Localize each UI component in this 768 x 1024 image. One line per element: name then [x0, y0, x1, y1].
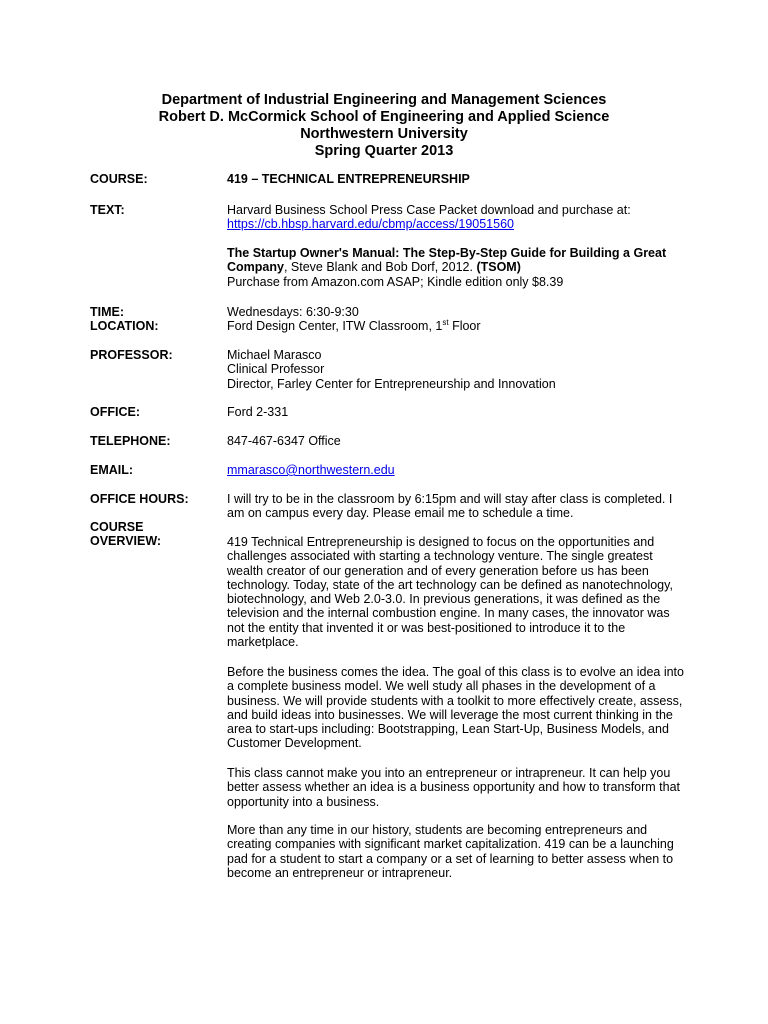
overview-paragraph: More than any time in our history, students are becoming entrepreneurs and creating companies with significant market capitalization. 419 can be a launching pad for a student to start a company or a set of learning to better assess when to become an entrepreneur or intrapreneur. [227, 823, 674, 880]
case-packet-link[interactable]: https://cb.hbsp.harvard.edu/cbmp/access/19051560 [227, 217, 514, 232]
book-title-cont: Company [227, 260, 284, 275]
location-label: LOCATION: [90, 319, 159, 333]
overview-label: COURSE OVERVIEW: [90, 520, 162, 549]
header-school: Robert D. McCormick School of Engineering and Applied Science [158, 109, 610, 125]
office-value: Ford 2-331 [227, 405, 289, 419]
course-label: COURSE: [90, 172, 148, 186]
professor-role: Director, Farley Center for Entrepreneurship and Innovation [227, 376, 556, 391]
professor-label: PROFESSOR: [90, 348, 173, 362]
time-label: TIME: [90, 305, 125, 319]
telephone-value: 847-467-6347 Office [227, 434, 341, 448]
header-university: Northwestern University [300, 126, 468, 142]
time-value: Wednesdays: 6:30-9:30 [227, 305, 359, 319]
overview-paragraph: Before the business comes the idea. The goal of this class is to evolve an idea into a complete business model. We well study all phases in the development of a business. We will provide students with a toolkit to more effectively create, assess, and build ideas into businesses. We will leverage the most current thinking in the area to start-ups including: Bootstrapping, Lean Start-Up, Business Models, and Customer Development. [227, 665, 684, 751]
book-authors: , Steve Blank and Bob Dorf, 2012. [283, 260, 477, 275]
office-hours-value: I will try to be in the classroom by 6:15pm and will stay after class is completed. I am on campus every day. Please email me to schedule a time. [227, 492, 673, 521]
email-label: EMAIL: [90, 463, 134, 477]
book-title: The Startup Owner's Manual: The Step-By-Step Guide for Building a Great [227, 246, 667, 260]
professor-value [227, 348, 687, 391]
header-department: Department of Industrial Engineering and Management Sciences [161, 92, 607, 108]
book-abbreviation: (TSOM) [476, 260, 521, 275]
text-label: TEXT: [90, 203, 125, 217]
text-value [227, 203, 687, 232]
professor-name: Michael Marasco [227, 348, 322, 362]
text-line: Harvard Business School Press Case Packet download and purchase at: [227, 203, 631, 217]
office-label: OFFICE: [90, 405, 140, 419]
document-header [0, 92, 768, 160]
header-term: Spring Quarter 2013 [314, 143, 454, 159]
overview-paragraph: 419 Technical Entrepreneurship is designed to focus on the opportunities and challenges associated with starting a technology venture. The single greatest wealth creator of our generation and of every generation before us has been technology. Today, state of the art technology can be defined as nanotechnology, biotechnology, and Web 2.0-3.0. In previous generations, it was defined as the television and the internal combustion engine. In many cases, the innovator was not the entity that invented it or was best-positioned to introduce it to the marketplace. [227, 535, 673, 650]
office-hours-label: OFFICE HOURS: [90, 492, 189, 506]
book-purchase-note: Purchase from Amazon.com ASAP; Kindle edition only $8.39 [227, 274, 564, 289]
course-value: 419 – TECHNICAL ENTREPRENEURSHIP [227, 172, 470, 186]
email-link[interactable]: mmarasco@northwestern.edu [227, 463, 395, 477]
professor-title: Clinical Professor [227, 362, 325, 377]
telephone-label: TELEPHONE: [90, 434, 171, 448]
location-value: Ford Design Center, ITW Classroom, 1st Floor [227, 317, 481, 333]
email-value [227, 463, 687, 477]
overview-paragraph: This class cannot make you into an entrepreneur or intrapreneur. It can help you better assess whether an idea is a business opportunity and how to transform that opportunity into a business. [227, 766, 681, 809]
book-reference [227, 246, 687, 289]
